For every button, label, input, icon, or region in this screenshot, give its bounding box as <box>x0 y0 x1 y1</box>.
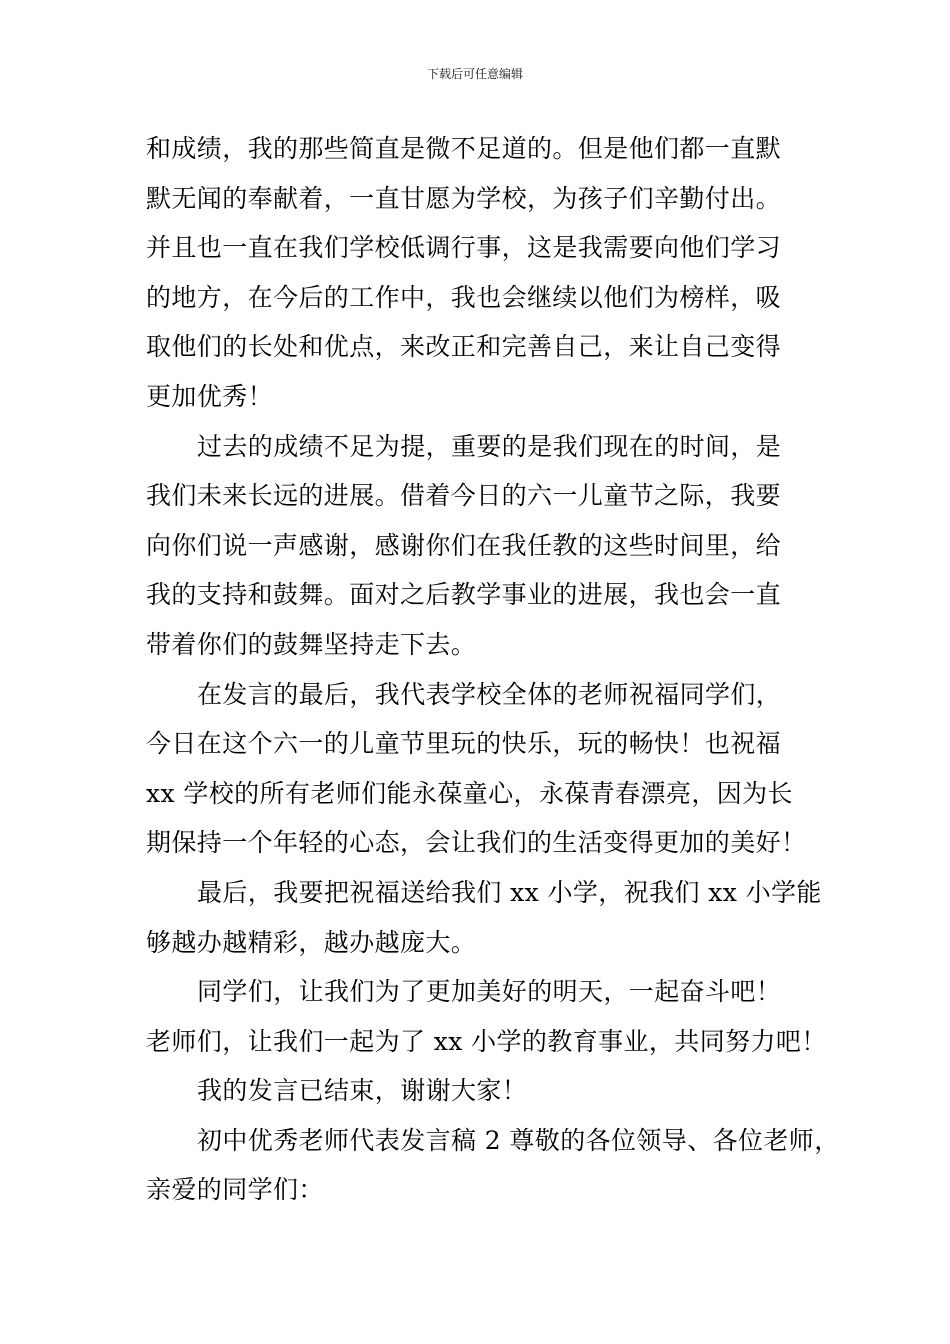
page-header: 下载后可任意编辑 <box>426 67 523 81</box>
text-line: 带着你们的鼓舞坚持走下去。 <box>146 629 477 659</box>
text-line: 老师们，让我们一起为了 xx 小学的教育事业，共同努力吧！ <box>146 1026 827 1056</box>
text-line: 并且也一直在我们学校低调行事，这是我需要向他们学习 <box>146 233 782 263</box>
text-line: 期保持一个年轻的心态，会让我们的生活变得更加的美好！ <box>146 828 807 858</box>
text-line: 我们未来长远的进展。借着今日的六一儿童节之际，我要 <box>146 481 782 511</box>
text-line: 初中优秀老师代表发言稿 2 尊敬的各位领导、各位老师， <box>197 1125 840 1155</box>
text-line: 的地方，在今后的工作中，我也会继续以他们为榜样，吸 <box>146 282 782 312</box>
text-line: 同学们，让我们为了更加美好的明天，一起奋斗吧！ <box>197 977 782 1007</box>
text-line: 今日在这个六一的儿童节里玩的快乐，玩的畅快！也祝福 <box>146 729 782 759</box>
text-line: 够越办越精彩，越办越庞大。 <box>146 927 477 957</box>
text-line: 和成绩，我的那些简直是微不足道的。但是他们都一直默 <box>146 134 782 163</box>
text-line: 过去的成绩不足为提，重要的是我们现在的时间，是 <box>197 431 782 461</box>
text-line: 我的支持和鼓舞。面对之后教学事业的进展，我也会一直 <box>146 580 782 610</box>
text-line: 默无闻的奉献着，一直甘愿为学校，为孩子们辛勤付出。 <box>146 183 782 213</box>
document-body <box>146 124 840 1215</box>
text-line: 取他们的长处和优点，来改正和完善自己，来让自己变得 <box>146 332 782 362</box>
text-line: 在发言的最后，我代表学校全体的老师祝福同学们， <box>197 679 782 709</box>
text-line: 更加优秀！ <box>146 381 274 411</box>
text-line: 我的发言已结束，谢谢大家！ <box>197 1076 528 1106</box>
text-line: 最后，我要把祝福送给我们 xx 小学，祝我们 xx 小学能 <box>197 877 822 907</box>
text-line: 亲爱的同学们： <box>146 1175 324 1205</box>
text-line: xx 学校的所有老师们能永葆童心，永葆青春漂亮，因为长 <box>146 778 793 808</box>
text-line: 向你们说一声感谢，感谢你们在我任教的这些时间里，给 <box>146 530 782 560</box>
